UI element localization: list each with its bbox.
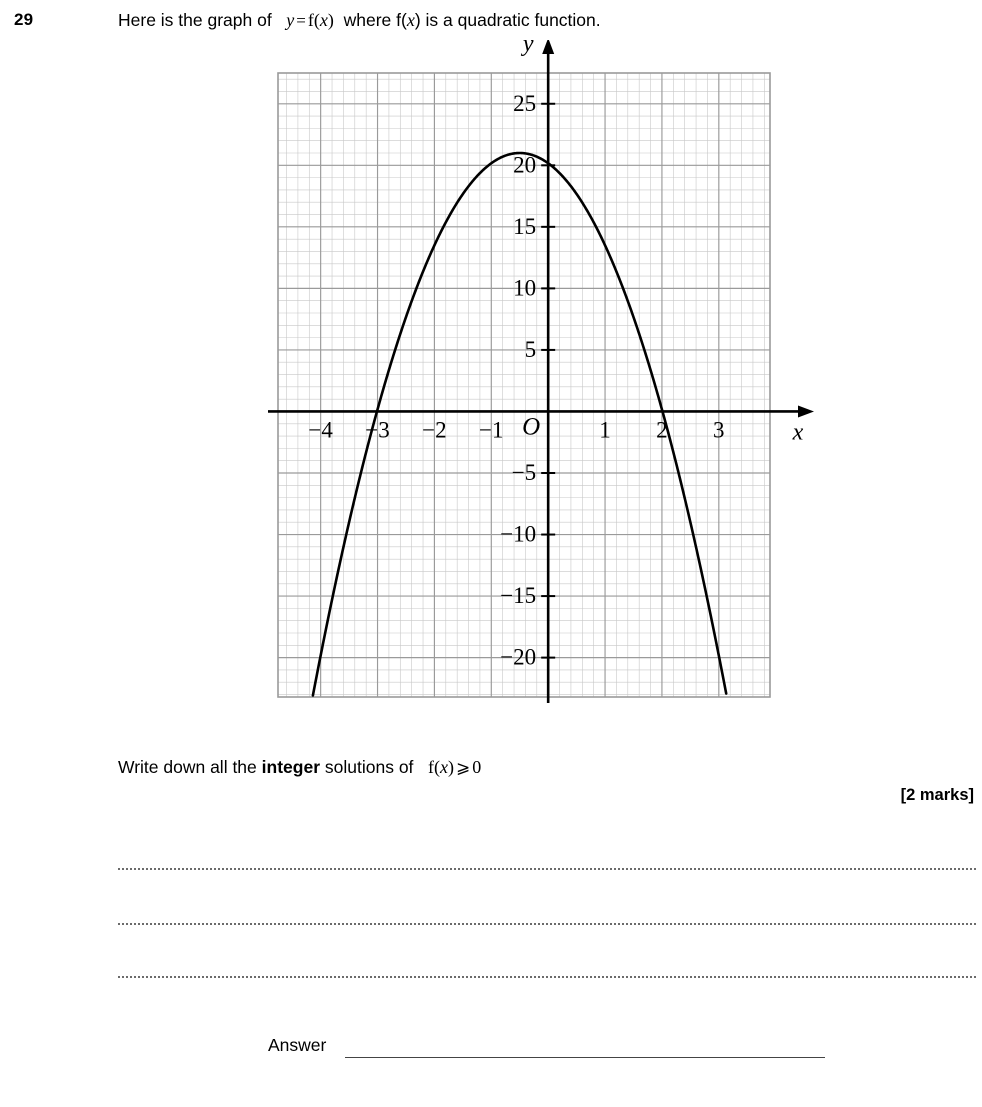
question-number: 29 bbox=[14, 10, 34, 29]
x-tick-label: 2 bbox=[656, 417, 668, 443]
stem-suffix-2: ) is a quadratic function. bbox=[414, 10, 601, 30]
stem-prefix: Here is the graph of bbox=[118, 10, 272, 30]
y-axis-arrow bbox=[542, 40, 554, 54]
y-tick-label: −15 bbox=[500, 583, 537, 609]
y-tick-label: −5 bbox=[511, 460, 537, 485]
y-tick-label: 20 bbox=[513, 152, 537, 178]
x-axis-arrow bbox=[798, 405, 814, 417]
y-tick-label: −20 bbox=[500, 644, 537, 670]
prompt-bold-integer: integer bbox=[261, 757, 321, 777]
prompt-x: x bbox=[440, 757, 449, 777]
prompt-f-open: f( bbox=[428, 757, 441, 777]
x-tick-label: −2 bbox=[422, 417, 447, 443]
y-tick-label: 25 bbox=[513, 90, 537, 116]
answer-dotted-line[interactable] bbox=[118, 868, 976, 870]
y-tick-label: 10 bbox=[513, 275, 537, 301]
y-axis-label: y bbox=[522, 40, 534, 57]
stem-suffix-1: where f( bbox=[343, 10, 407, 30]
x-tick-label: 3 bbox=[713, 417, 725, 443]
answer-input-line[interactable] bbox=[345, 1057, 825, 1058]
prompt-zero: 0 bbox=[472, 757, 482, 777]
stem-y: y bbox=[286, 10, 295, 30]
stem-suffix-x: x bbox=[406, 10, 415, 30]
prompt-operator: ⩾ bbox=[456, 758, 471, 777]
stem-f-open: f( bbox=[307, 10, 320, 30]
x-tick-label: −3 bbox=[365, 417, 390, 443]
prompt-text-1: Write down all the bbox=[118, 757, 257, 777]
stem-close-paren: ) bbox=[327, 10, 334, 30]
y-tick-label: 5 bbox=[524, 336, 537, 362]
x-tick-label: −4 bbox=[308, 417, 333, 443]
y-tick-label: −10 bbox=[500, 521, 537, 547]
answer-dotted-line[interactable] bbox=[118, 976, 976, 978]
marks-label: [2 marks] bbox=[900, 786, 974, 804]
stem-x: x bbox=[319, 10, 328, 30]
prompt-close-paren: ) bbox=[448, 757, 455, 777]
graph-canvas bbox=[255, 40, 815, 720]
question-prompt bbox=[118, 757, 481, 778]
origin-label: O bbox=[522, 413, 541, 441]
x-tick-label: 1 bbox=[599, 417, 611, 443]
x-axis-label: x bbox=[792, 419, 804, 446]
answer-label: Answer bbox=[268, 1035, 327, 1055]
quadratic-graph bbox=[255, 40, 815, 720]
y-tick-label: 15 bbox=[513, 213, 537, 239]
question-stem bbox=[118, 10, 601, 31]
answer-dotted-line[interactable] bbox=[118, 923, 976, 925]
x-tick-label: −1 bbox=[479, 417, 504, 443]
prompt-text-2: solutions of bbox=[324, 757, 414, 777]
stem-equals: = bbox=[296, 11, 306, 30]
